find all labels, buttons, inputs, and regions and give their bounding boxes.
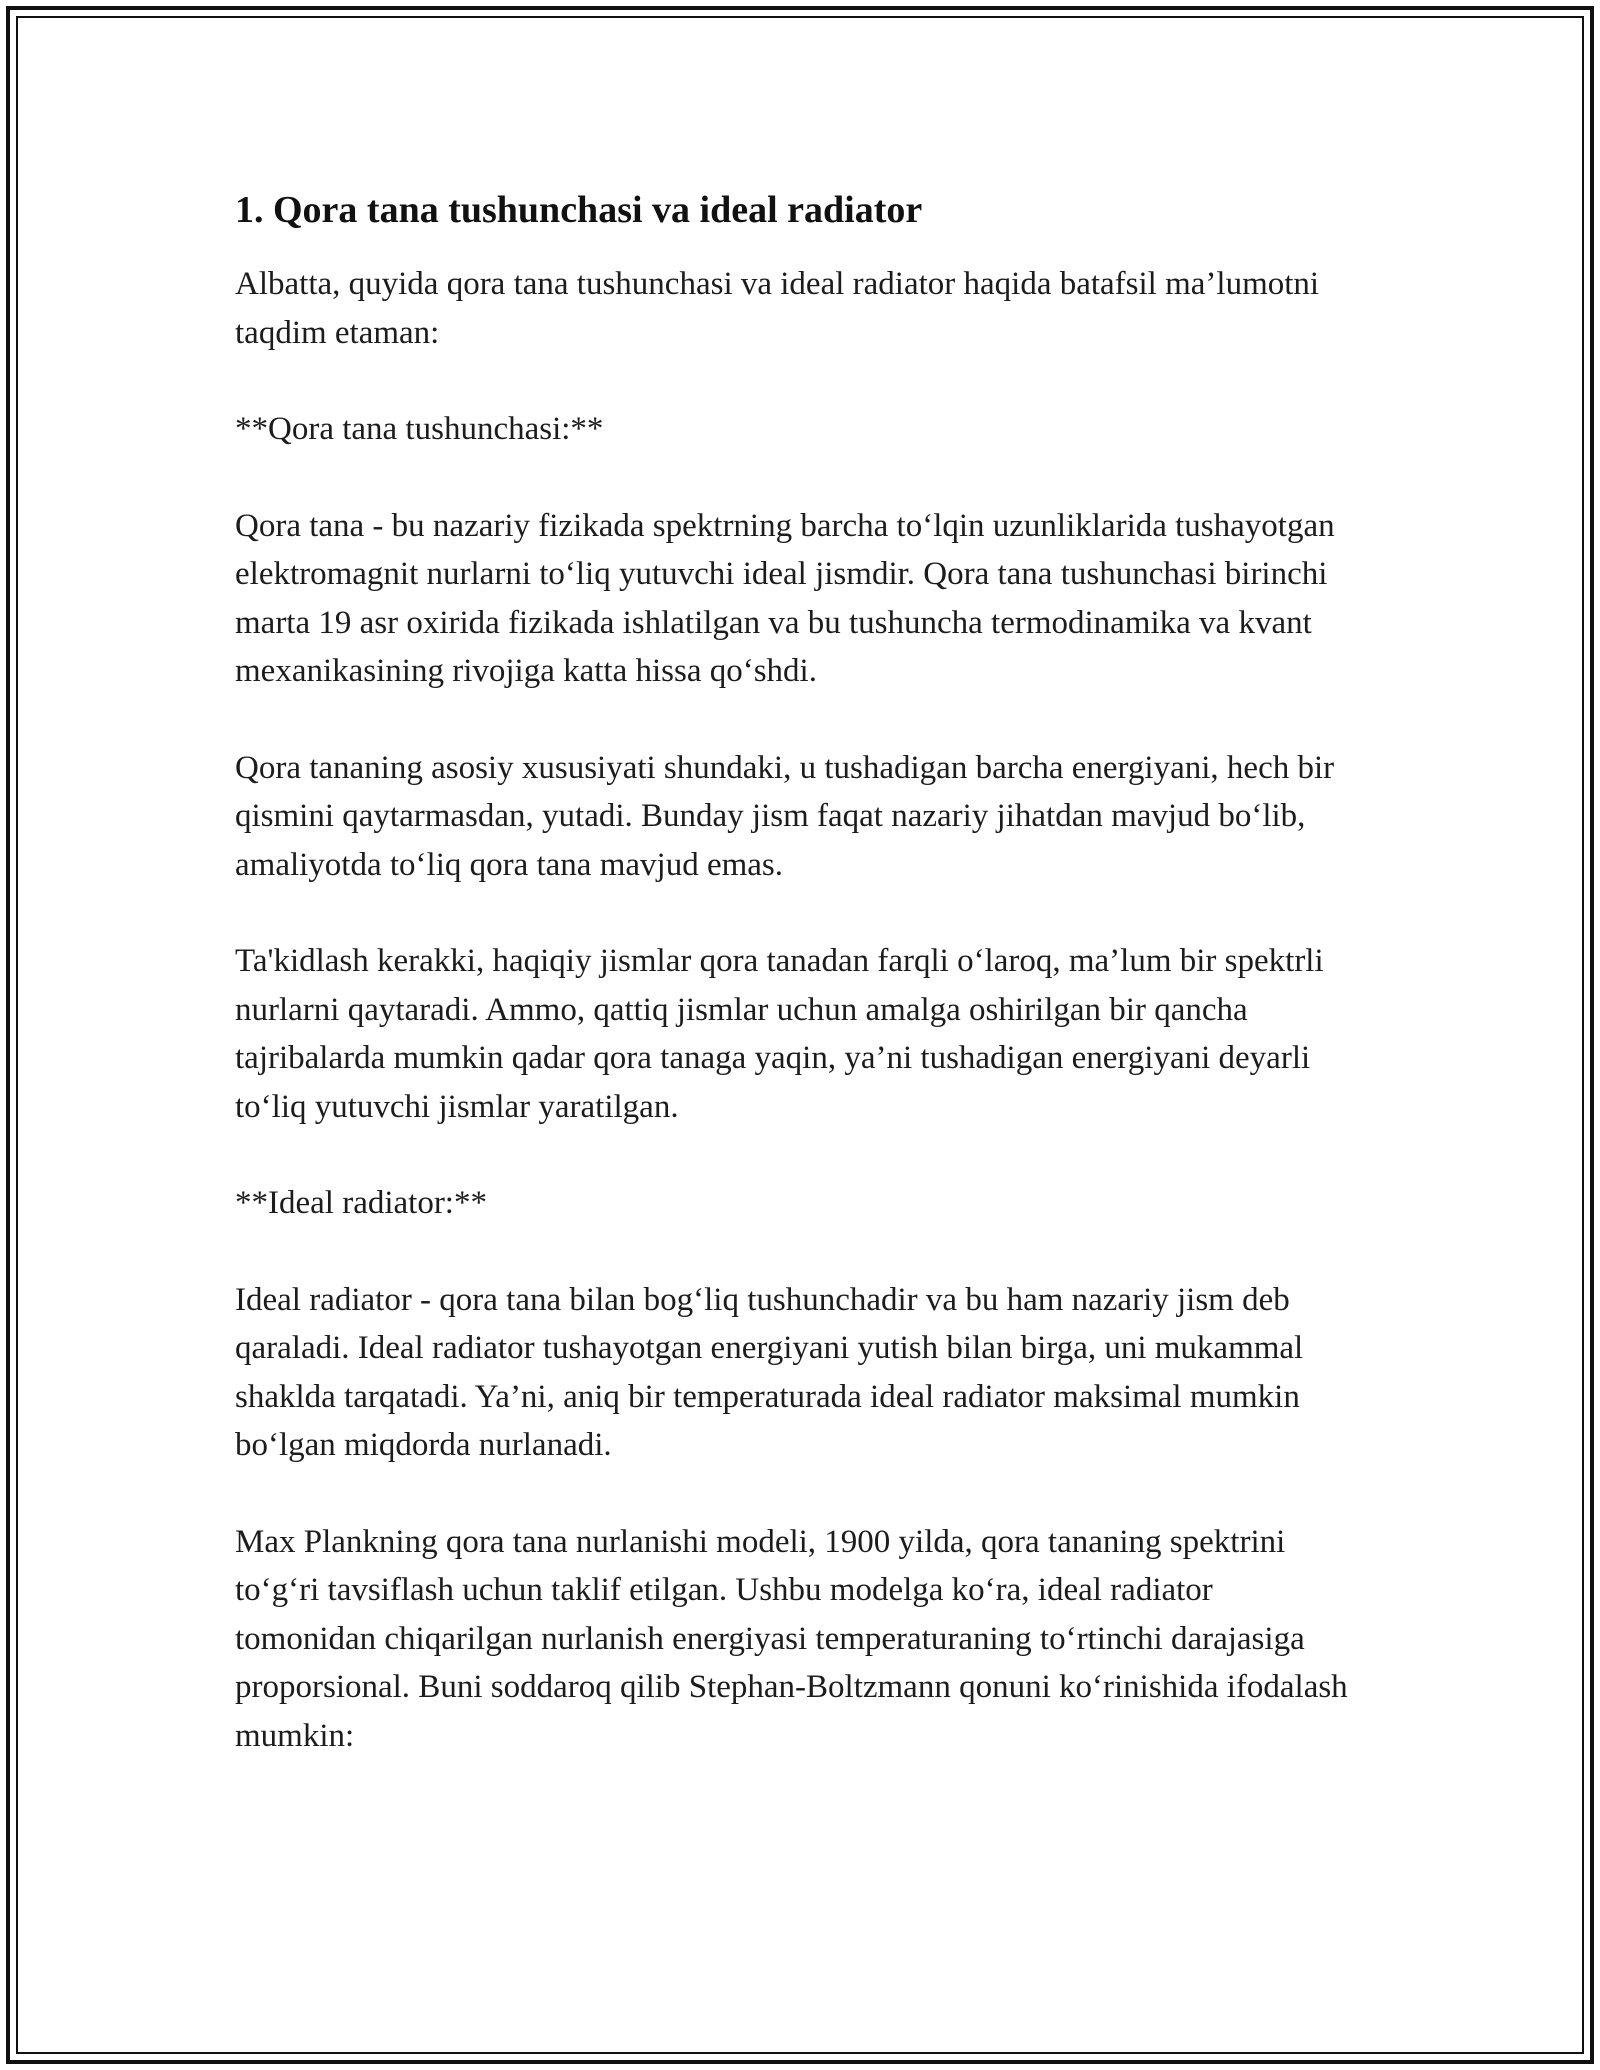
section-heading: 1. Qora tana tushunchasi va ideal radiator	[235, 189, 923, 231]
subheading-ideal-radiator: **Ideal radiator:**	[235, 1185, 487, 1221]
subheading-qora-tana: **Qora tana tushunchasi:**	[235, 411, 604, 447]
paragraph-real-bodies: Ta'kidlash kerakki, haqiqiy jismlar qora tanadan farqli o‘laroq, ma’lum bir spektrli nurlarni qaytaradi. Ammo, qattiq jismlar uchun amalga oshirilgan bir qancha tajribalarda mumkin qadar qora tanaga yaqin, ya’ni tushadigan energiyani deyarli to‘liq yutuvchi jismlar yaratilgan.	[235, 943, 1324, 1125]
paragraph-qora-tana-definition: Qora tana - bu nazariy fizikada spektrning barcha to‘lqin uzunliklarida tushayotgan elektromagnit nurlarni to‘liq yutuvchi ideal jismdir. Qora tana tushunchasi birinchi marta 19 asr oxirida fizikada ishlatilgan va bu tushuncha termodinamika va kvant mexanikasining rivojiga katta hissa qo‘shdi.	[235, 507, 1335, 689]
intro-paragraph: Albatta, quyida qora tana tushunchasi va ideal radiator haqida batafsil ma’lumotni taqdim etaman:	[235, 266, 1320, 351]
paragraph-qora-tana-property: Qora tananing asosiy xususiyati shundaki, u tushadigan barcha energiyani, hech bir qismini qaytarmasdan, yutadi. Bunday jism faqat nazariy jihatdan mavjud bo‘lib, amaliyotda to‘liq qora tana mavjud emas.	[235, 749, 1335, 883]
paragraph-ideal-radiator: Ideal radiator - qora tana bilan bog‘liq tushunchadir va bu ham nazariy jism deb qaraladi. Ideal radiator tushayotgan energiyani yutish bilan birga, uni mukammal shaklda tarqatadi. Ya’ni, aniq bir temperaturada ideal radiator maksimal mumkin bo‘lgan miqdorda nurlanadi.	[235, 1281, 1304, 1463]
paragraph-planck-model: Max Plankning qora tana nurlanishi modeli, 1900 yilda, qora tananing spektrini to‘g‘ri tavsiflash uchun taklif etilgan. Ushbu modelga ko‘ra, ideal radiator tomonidan chiqarilgan nurlanish energiyasi temperaturaning to‘rtinchi darajasiga proporsional. Buni soddaroq qilib Stephan-Boltzmann qonuni ko‘rinishida ifodalash mumkin:	[235, 1523, 1348, 1754]
document-body	[235, 186, 1355, 1808]
